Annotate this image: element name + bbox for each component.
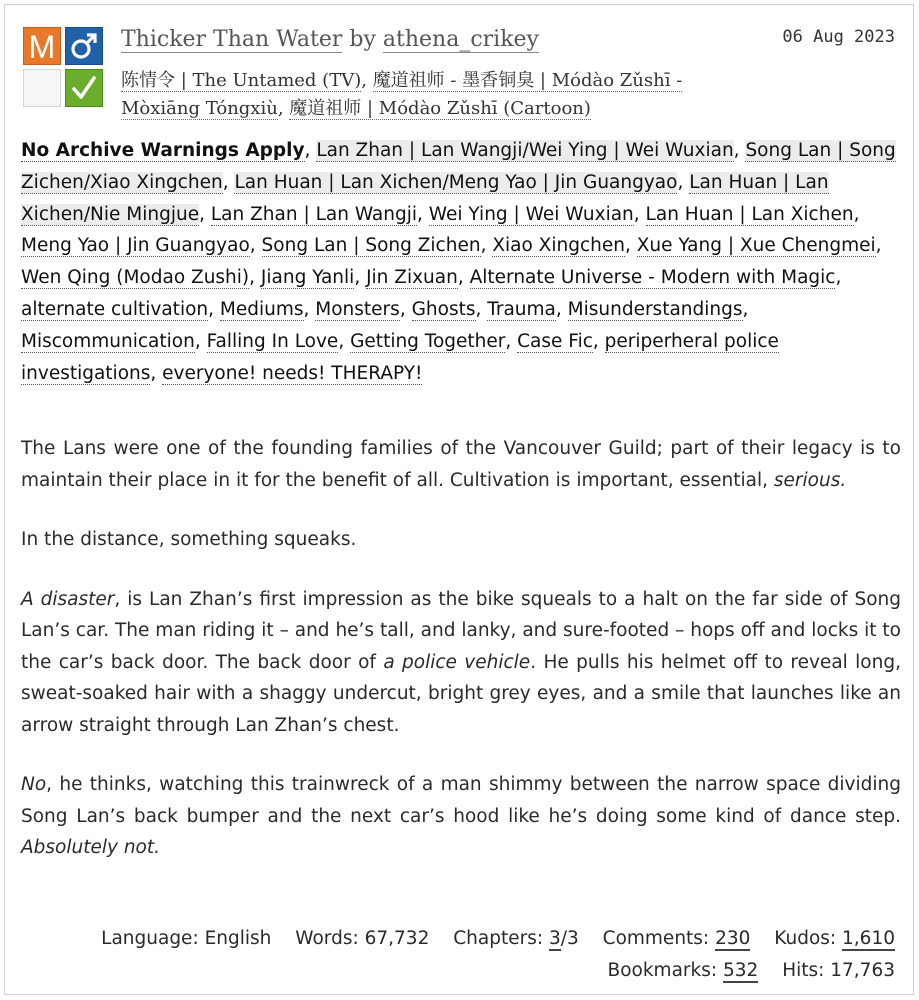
words-label: Words: <box>295 928 359 949</box>
language-label: Language: <box>101 928 199 949</box>
freeform-tag[interactable]: Ghosts <box>411 298 476 320</box>
bookmarks-link[interactable]: 532 <box>722 959 759 981</box>
summary-text: In the distance, something squeaks. <box>21 529 357 550</box>
by-label: by <box>349 27 376 52</box>
rating-letter: M <box>28 29 56 64</box>
work-title-link[interactable]: Thicker Than Water <box>121 27 343 52</box>
work-blurb <box>4 4 914 995</box>
fandom-list: 陈情令 | The Untamed (TV), 魔道祖师 - 墨香铜臭 | Módào Zǔshī - Mòxiāng Tóngxiù, 魔道祖师 | Módào Zǔshī (Cartoon) <box>121 70 683 119</box>
freeform-tag[interactable]: Case Fic <box>517 330 593 352</box>
chapters-label: Chapters: <box>453 928 544 949</box>
character-tag[interactable]: Lan Huan | Lan Xichen <box>645 203 854 225</box>
summary-emphasis: Absolutely not. <box>21 837 161 858</box>
fandom-link[interactable]: 魔道祖师 - 墨香铜臭 | Módào Zǔshī - Mòxiāng Tóngxiù <box>121 70 683 119</box>
freeform-tag[interactable]: Alternate Universe - Modern with Magic <box>469 267 836 289</box>
freeform-tag[interactable]: Miscommunication <box>21 330 195 352</box>
stat-kudos <box>774 928 895 949</box>
no-warnings-icon[interactable] <box>23 69 61 107</box>
check-icon[interactable] <box>65 69 103 107</box>
work-header <box>5 5 913 135</box>
stat-language <box>101 928 277 949</box>
character-tag[interactable]: Xiao Xingchen <box>492 235 625 257</box>
relationship-tag[interactable]: Lan Zhan | Lan Wangji/Wei Ying | Wei Wuxian <box>316 140 734 161</box>
warning-tag[interactable]: No Archive Warnings Apply <box>21 140 305 161</box>
character-tag[interactable]: Song Lan | Song Zichen <box>261 235 481 257</box>
freeform-tag[interactable]: Trauma <box>487 298 556 320</box>
character-tag[interactable]: Meng Yao | Jin Guangyao <box>21 235 250 257</box>
work-stats <box>35 923 895 986</box>
stat-comments <box>603 928 757 949</box>
rating-mature-icon[interactable] <box>23 27 61 65</box>
summary-paragraph <box>21 584 901 742</box>
language-value: English <box>204 928 272 949</box>
stat-chapters <box>453 928 584 949</box>
stat-hits <box>782 960 895 981</box>
summary-emphasis: No <box>21 774 47 795</box>
summary-text: . He pulls his helmet off to reveal long, sweat-soaked hair with a shaggy undercut, bright grey eyes, and a smile that launches like an arrow straight through Lan Zhan’s chest. <box>21 651 901 736</box>
chapters-total: /3 <box>560 928 579 949</box>
kudos-label: Kudos: <box>774 928 837 949</box>
work-heading <box>121 27 539 52</box>
relationship-tag[interactable]: Lan Huan | Lan Xichen/Nie Mingjue <box>21 171 829 225</box>
relationship-tag[interactable]: Song Lan | Song Zichen/Xiao Xingchen <box>21 140 896 193</box>
character-tag[interactable]: Wen Qing (Modao Zushi) <box>21 267 250 289</box>
character-tag[interactable]: Jiang Yanli <box>260 267 355 289</box>
character-tag[interactable]: Lan Zhan | Lan Wangji <box>210 203 418 225</box>
fandom-link[interactable]: 魔道祖师 | Módào Zǔshī (Cartoon) <box>289 98 591 119</box>
summary-paragraph <box>21 524 901 556</box>
summary-text: , is Lan Zhan’s first impression as the bike squeals to a halt on the far side of Song Lan’s car. The man riding it – and he’s tall, and lanky, and sure-footed – hops off and locks it to the car’s back door. The back door of <box>21 588 902 673</box>
character-tag[interactable]: Jin Zixuan <box>366 267 458 289</box>
summary-emphasis: A disaster <box>21 588 115 610</box>
male-symbol-icon[interactable] <box>65 27 103 65</box>
summary-emphasis: serious. <box>773 469 847 491</box>
character-tag[interactable]: Xue Yang | Xue Chengmei <box>636 235 876 257</box>
freeform-tag[interactable]: periperheral police investigations <box>21 330 779 384</box>
freeform-tag[interactable]: Mediums <box>219 298 304 320</box>
summary-text: , he thinks, watching this trainwreck of a man shimmy between the narrow space dividing Song Lan’s back bumper and the next car’s hood like he’s doing some kind of dance step. <box>21 774 901 827</box>
publish-date: 06 Aug 2023 <box>782 27 895 47</box>
kudos-link[interactable]: 1,610 <box>842 928 895 949</box>
stat-bookmarks <box>608 960 765 981</box>
freeform-tag[interactable]: Misunderstandings <box>567 298 743 320</box>
fandom-link[interactable]: 陈情令 | The Untamed (TV) <box>121 70 362 91</box>
comments-link[interactable]: 230 <box>715 928 751 949</box>
work-summary <box>21 433 901 892</box>
character-tag[interactable]: Wei Ying | Wei Wuxian <box>428 203 634 225</box>
relationship-tag[interactable]: Lan Huan | Lan Xichen/Meng Yao | Jin Guangyao <box>234 171 678 193</box>
freeform-tag[interactable]: everyone! needs! THERAPY! <box>162 362 423 384</box>
summary-paragraph <box>21 433 901 496</box>
chapters-link[interactable]: 3 <box>548 928 561 949</box>
tag-list: No Archive Warnings Apply, Lan Zhan | Lan Wangji/Wei Ying | Wei Wuxian, Song Lan | Song Zichen/Xiao Xingchen, Lan Huan | Lan Xichen/Meng Yao | Jin Guangyao, Lan Huan | Lan Xichen/Nie Mingjue, Lan Zhan | Lan Wangji, Wei Ying | Wei Wuxian, Lan Huan | Lan Xichen, Meng Yao | Jin Guangyao, Song Lan | Song Zichen, Xiao Xingchen, Xue Yang | Xue Chengmei, Wen Qing (Modao Zushi), Jiang Yanli, Jin Zixuan, Alternate Universe - Modern with Magic, alternate cultivation, Mediums, Monsters, Ghosts, Trauma, Misunderstandings, Miscommunication, Falling In Love, Getting Together, Case Fic, periperheral police investigations, everyone! needs! THERAPY! <box>21 140 896 384</box>
words-value: 67,732 <box>364 928 430 949</box>
freeform-tag[interactable]: Falling In Love <box>206 330 339 352</box>
summary-emphasis: a police vehicle <box>383 651 531 673</box>
freeform-tag[interactable]: Monsters <box>315 298 400 320</box>
required-tags <box>23 27 105 109</box>
author-link[interactable]: athena_crikey <box>382 27 539 52</box>
freeform-tag[interactable]: alternate cultivation <box>21 298 209 320</box>
summary-text: The Lans were one of the founding families of the Vancouver Guild; part of their legacy is to maintain their place in it for the benefit of all. Cultivation is important, essential, <box>21 438 901 491</box>
hits-value: 17,763 <box>830 959 895 981</box>
comments-label: Comments: <box>602 928 710 949</box>
summary-paragraph <box>21 769 901 864</box>
bookmarks-label: Bookmarks: <box>607 959 718 981</box>
freeform-tag[interactable]: Getting Together <box>350 330 506 352</box>
stat-words <box>295 928 435 949</box>
hits-label: Hits: <box>782 959 825 981</box>
